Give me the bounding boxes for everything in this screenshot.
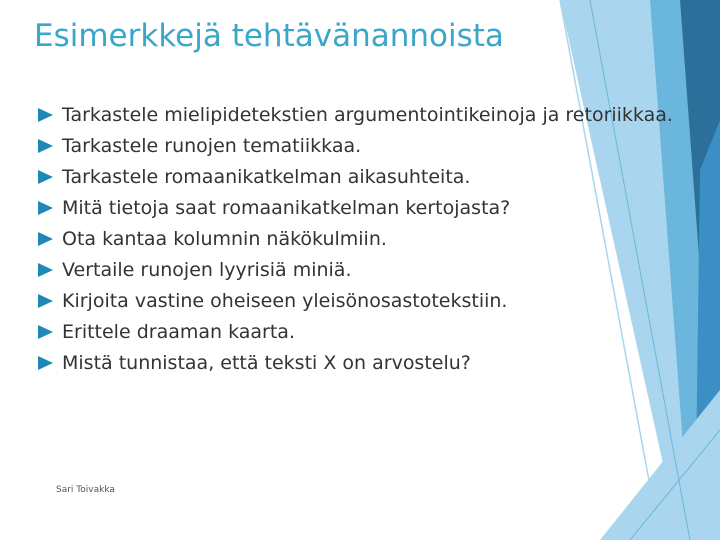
list-item [36, 165, 676, 190]
right-arrowhead-icon [36, 325, 54, 339]
right-arrowhead-icon [36, 263, 54, 277]
right-arrowhead-icon [36, 108, 54, 122]
right-arrowhead-icon [36, 170, 54, 184]
slide-title: Esimerkkejä tehtävänannoista [34, 18, 504, 54]
bullet-text: Ota kantaa kolumnin näkökulmiin. [62, 228, 387, 250]
right-arrowhead-icon [36, 201, 54, 215]
right-arrowhead-icon [36, 232, 54, 246]
bullet-text: Tarkastele mielipidetekstien argumentointikeinoja ja retoriikkaa. [62, 104, 673, 126]
bullet-list [36, 103, 676, 382]
list-item [36, 134, 676, 159]
list-item [36, 351, 676, 376]
bullet-text: Kirjoita vastine oheiseen yleisönosastotekstiin. [62, 290, 508, 312]
list-item [36, 289, 676, 314]
bullet-text: Vertaile runojen lyyrisiä miniä. [62, 259, 352, 281]
list-item [36, 258, 676, 283]
bullet-text: Tarkastele runojen tematiikkaa. [62, 135, 362, 157]
right-arrowhead-icon [36, 294, 54, 308]
bullet-text: Mitä tietoja saat romaanikatkelman kertojasta? [62, 197, 511, 219]
right-arrowhead-icon [36, 139, 54, 153]
bullet-text: Tarkastele romaanikatkelman aikasuhteita. [62, 166, 471, 188]
footer-author: Sari Toivakka [56, 485, 115, 495]
list-item [36, 320, 676, 345]
bullet-text: Mistä tunnistaa, että teksti X on arvostelu? [62, 352, 471, 374]
right-arrowhead-icon [36, 356, 54, 370]
bullet-text: Erittele draaman kaarta. [62, 321, 295, 343]
list-item [36, 103, 676, 128]
list-item [36, 196, 676, 221]
list-item [36, 227, 676, 252]
